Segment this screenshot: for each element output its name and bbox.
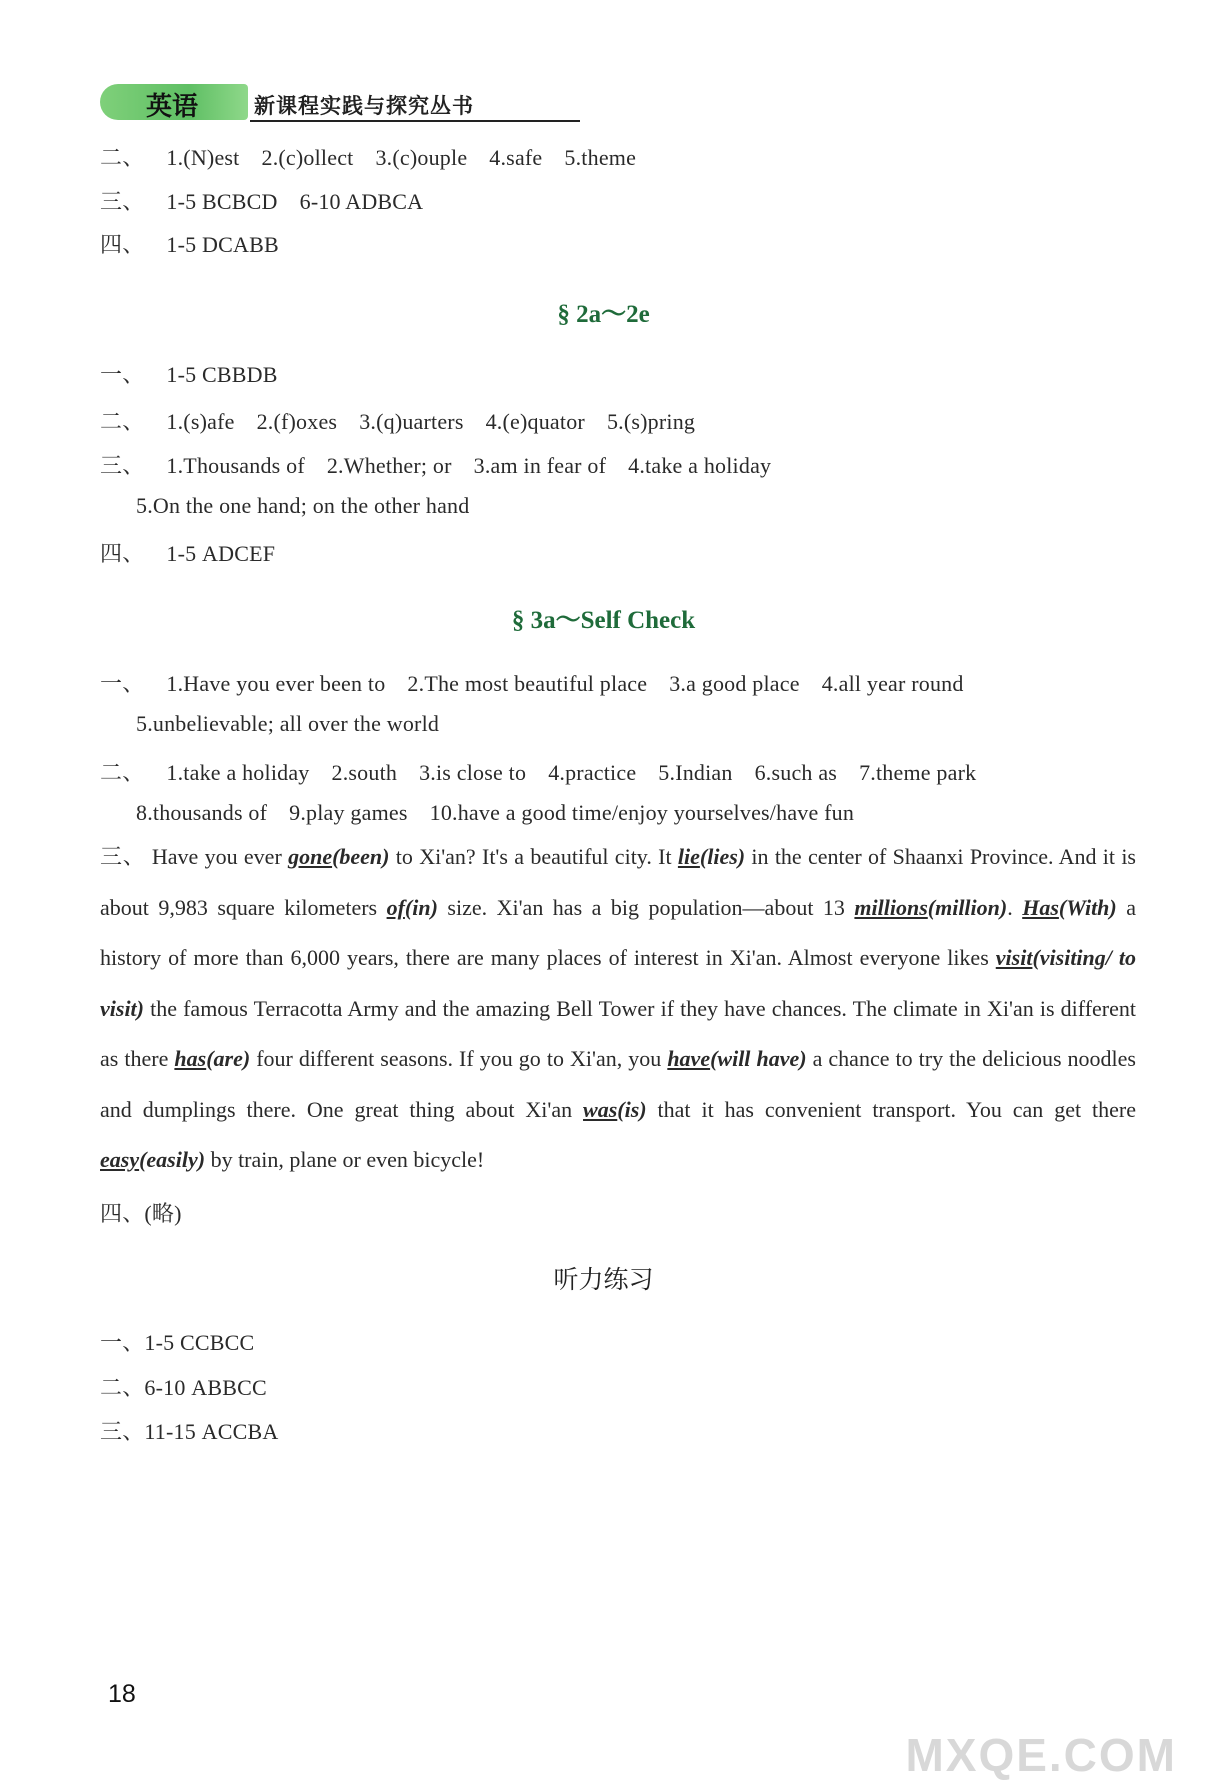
section-title: § 3a～Self Check xyxy=(511,607,696,634)
correction: (easily) xyxy=(139,1147,206,1172)
subject-label: 英语 xyxy=(146,92,199,122)
answer-row: 三、 1-5 BCBCD 6-10 ADBCA xyxy=(100,189,424,214)
answer-row: 三、 1.Thousands of 2.Whether; or 3.am in fear of 4.take a holiday xyxy=(100,453,772,478)
correction: (will have) xyxy=(710,1046,807,1071)
correction: (lies) xyxy=(699,844,746,869)
answer-row: 二、 1.(N)est 2.(c)ollect 3.(c)ouple 4.safe 5.theme xyxy=(100,145,637,170)
correction: (in) xyxy=(404,894,438,920)
error-word: millions xyxy=(854,894,928,920)
section-title: § 2a～2e xyxy=(557,301,650,328)
correction: (been) xyxy=(332,844,390,869)
error-word: Has xyxy=(1022,894,1059,920)
page-number: 18 xyxy=(108,1680,136,1708)
answer-row: 一、1-5 CCBCC xyxy=(100,1330,255,1355)
answer-row: 一、 1.Have you ever been to 2.The most beautiful place 3.a good place 4.all year round xyxy=(100,671,964,696)
answer-row: 四、 1-5 ADCEF xyxy=(100,541,276,566)
answer-row-continued: 5.On the one hand; on the other hand xyxy=(136,493,470,518)
error-correction-passage: 三、 Have you ever gone(been) to Xi'an? It's a beautiful city. It lie(lies) in the center of Shaanxi Province. And it is about 9,983 square kilometers of(in) size. Xi'an has a big population—about 13 millions(million). Has(With) a history of more than 6,000 years, there are many places of interest in Xi'an. Almost everyone likes visit(visiting/ to visit) the famous Terracotta Army and the amazing Bell Tower if they have chances. The climate in Xi'an is different as there has(are) four different seasons. If you go to Xi'an, you have(will have) a chance to try the delicious noodles and dumplings there. One great thing about Xi'an was(is) that it has convenient transport. You can get there easy(easily) by train, plane or even bicycle! xyxy=(100,844,1136,1172)
error-word: was xyxy=(583,1096,618,1122)
answer-row: 二、6-10 ABBCC xyxy=(100,1375,267,1400)
error-word: visit xyxy=(995,945,1033,970)
answer-row: 四、(略) xyxy=(100,1201,182,1226)
series-title: 新课程实践与探究丛书 xyxy=(254,94,474,118)
error-word: easy xyxy=(100,1147,140,1172)
section-title: 听力练习 xyxy=(553,1265,654,1294)
answer-row: 二、 1.take a holiday 2.south 3.is close to 4.practice 5.Indian 6.such as 7.theme park xyxy=(100,760,977,785)
answer-row: 一、 1-5 CBBDB xyxy=(100,362,278,387)
correction: (are) xyxy=(206,1046,251,1071)
error-word: has xyxy=(174,1046,207,1071)
correction: (million) xyxy=(927,894,1008,920)
error-word: gone xyxy=(288,844,333,869)
correction: (visiting/ to visit) xyxy=(100,945,1136,1021)
answer-row: 四、 1-5 DCABB xyxy=(100,232,279,257)
answer-row-continued: 8.thousands of 9.play games 10.have a good time/enjoy yourselves/have fun xyxy=(136,800,855,825)
correction: (With) xyxy=(1058,894,1117,920)
correction: (is) xyxy=(617,1096,647,1122)
header-rule xyxy=(250,120,580,122)
error-word: lie xyxy=(677,844,700,869)
error-word: of xyxy=(386,894,405,920)
answer-row: 二、 1.(s)afe 2.(f)oxes 3.(q)uarters 4.(e)quator 5.(s)pring xyxy=(100,409,696,434)
watermark: MXQE.COM xyxy=(905,1729,1177,1781)
error-word: have xyxy=(667,1046,711,1071)
page-header xyxy=(100,82,500,122)
answer-row: 三、11-15 ACCBA xyxy=(100,1419,279,1444)
subject-tab xyxy=(100,84,248,120)
answer-row-continued: 5.unbelievable; all over the world xyxy=(136,711,440,736)
